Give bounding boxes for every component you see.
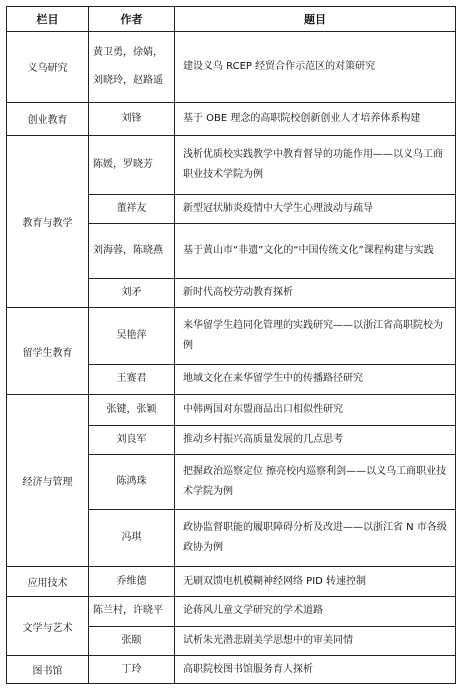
title-cell [175,509,456,566]
section-cell [7,136,89,308]
author-name: 丁玲 [121,663,142,675]
title-cell [175,656,456,684]
table-row [7,567,456,597]
author-name: 陈鸿珠 [116,475,147,487]
article-title: 高职院校图书馆服务育人探析 [183,663,313,675]
author-name: 吴艳萍 [116,329,147,341]
title-cell [175,454,456,509]
title-cell [175,364,456,395]
section-cell [7,308,89,395]
title-cell [175,626,456,656]
title-cell [175,32,456,103]
article-title: 试析朱光潜悲剧美学思想中的审美同情 [183,634,353,646]
author-cell [89,308,175,364]
section-name: 文学与艺术 [22,622,73,634]
table-row [7,596,456,626]
section-name: 义乌研究 [27,63,68,75]
author-cell [89,136,175,194]
author-name: 董祥友 [116,203,147,215]
author-cell [89,395,175,426]
table-row [7,136,456,194]
section-name: 图书馆 [32,666,63,678]
author-name: 张颐 [121,634,142,646]
table-row [7,395,456,426]
title-cell [175,136,456,194]
author-name: 冯琪 [121,532,142,544]
title-cell [175,567,456,597]
section-cell [7,567,89,597]
title-cell [175,102,456,136]
article-title: 把握政治巡察定位 擦亮校内巡察利剑——以义乌工商职业技术学院为例 [183,465,447,497]
author-name: 刘锋 [121,112,142,124]
title-cell [175,194,456,224]
title-cell [175,278,456,308]
author-name: 陈兰村，许晓平 [93,605,163,617]
author-cell [89,364,175,395]
table-row [7,656,456,684]
section-cell [7,32,89,103]
title-cell [175,425,456,454]
author-cell [89,596,175,626]
article-title: 无刷双馈电机模糊神经网络 PID 转速控制 [183,575,367,587]
article-title: 浅析优质校实践教学中教育督导的功能作用——以义乌工商职业技术学院为例 [183,149,443,181]
author-name: 王赛君 [116,373,147,385]
author-cell [89,194,175,224]
section-name: 创业教育 [27,115,68,127]
table-row [7,32,456,103]
header-title: 题目 [175,7,456,32]
article-title: 地域文化在来华留学生中的传播路径研究 [183,373,363,385]
author-cell [89,278,175,308]
table-of-contents [6,6,456,684]
author-cell [89,626,175,656]
section-cell [7,395,89,567]
section-name: 应用技术 [27,578,68,590]
section-cell [7,656,89,684]
author-name: 刘海蓉，陈晓燕 [93,244,163,256]
header-section: 栏目 [7,7,89,32]
section-name: 留学生教育 [22,347,73,359]
table-row [7,102,456,136]
title-cell [175,308,456,364]
author-name: 张键，张颖 [106,404,157,416]
author-cell [89,224,175,278]
section-name: 教育与教学 [22,218,73,230]
author-name: 刘矛 [121,286,142,298]
author-cell [89,656,175,684]
header-author: 作者 [89,7,175,32]
article-title: 基于 OBE 理念的高职院校创新创业人才培养体系构建 [183,112,421,124]
author-cell [89,509,175,566]
article-title: 基于黄山市“非遗”文化的“中国传统文化”课程构建与实践 [183,244,434,256]
author-cell [89,425,175,454]
table-row [7,308,456,364]
author-name: 黄卫勇，徐婧， 刘晓玲，赵路遥 [93,46,163,86]
article-title: 建设义乌 RCEP 经贸合作示范区的对策研究 [183,60,376,72]
section-cell [7,102,89,136]
section-name: 经济与管理 [22,477,73,489]
article-title: 中韩两国对东盟商品出口相似性研究 [183,404,343,416]
section-cell [7,596,89,655]
author-cell [89,567,175,597]
author-name: 刘良军 [116,433,147,445]
article-title: 政协监督职能的履职障碍分析及改进——以浙江省 N 市各级政协为例 [183,522,447,554]
header-row [7,7,456,32]
article-title: 新时代高校劳动教育探析 [183,286,293,298]
author-name: 乔维德 [116,575,147,587]
author-cell [89,32,175,103]
title-cell [175,395,456,426]
article-title: 来华留学生趋同化管理的实践研究——以浙江省高职院校为例 [183,319,443,351]
title-cell [175,224,456,278]
title-cell [175,596,456,626]
author-cell [89,102,175,136]
article-title: 新型冠状肺炎疫情中大学生心理波动与疏导 [183,203,373,215]
author-cell [89,454,175,509]
article-title: 论蒋风儿童文学研究的学术道路 [183,605,323,617]
article-title: 推动乡村振兴高质量发展的几点思考 [183,433,343,445]
author-name: 陈媛，罗晓芳 [93,159,153,171]
